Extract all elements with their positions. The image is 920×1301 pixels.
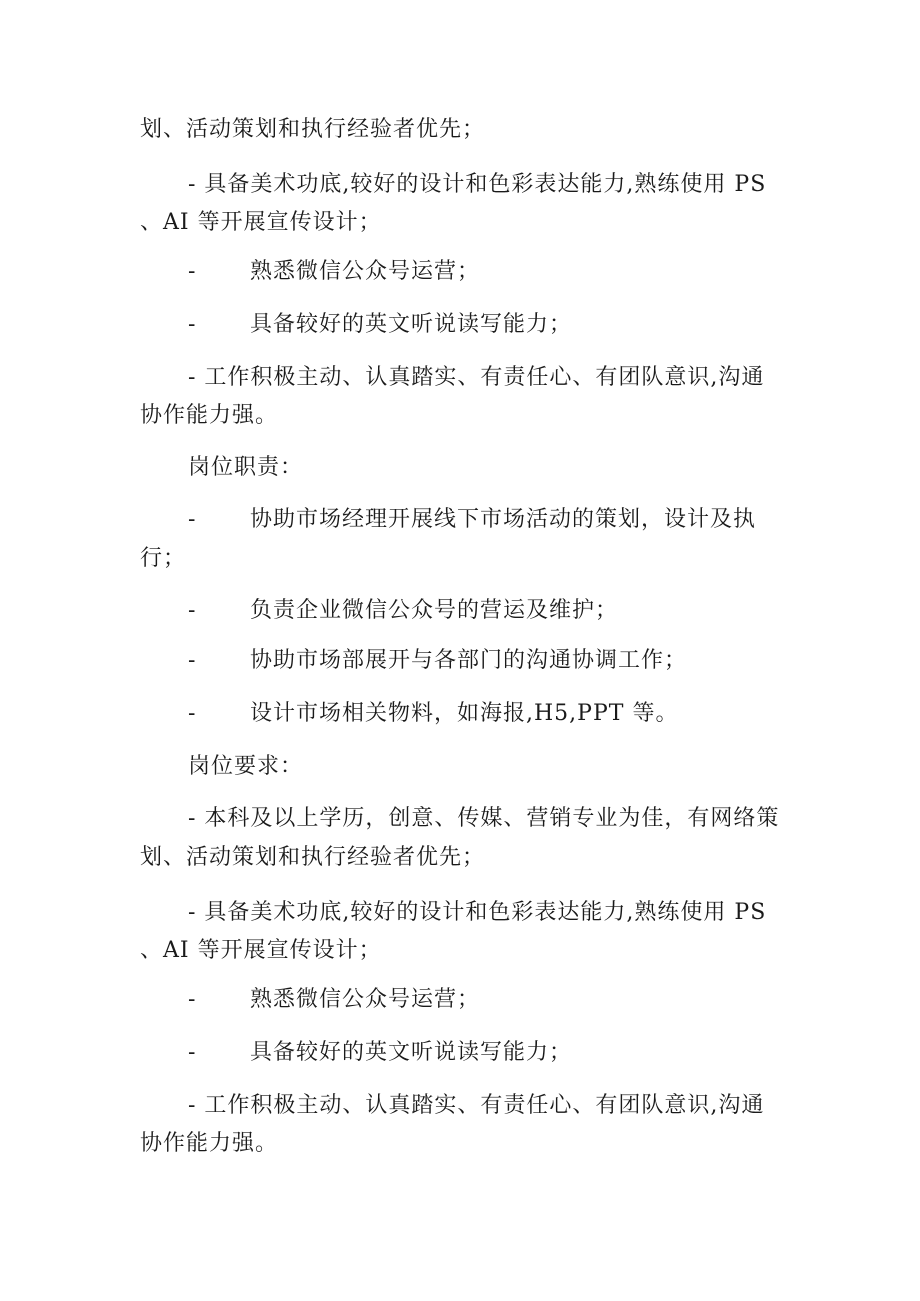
text-line: 划、活动策划和执行经验者优先； [140, 117, 486, 142]
text-line: 行； [140, 546, 187, 571]
bullet-line [188, 259, 480, 285]
bullet-text: 熟悉微信公众号运营； [250, 259, 481, 284]
text-line: - 具备美术功底,较好的设计和色彩表达能力,熟练使用 PS [188, 172, 767, 197]
text-line: 协作能力强。 [140, 1131, 279, 1156]
bullet-text: 协助市场部展开与各部门的沟通协调工作； [250, 648, 688, 673]
bullet-line [188, 701, 678, 727]
bullet-line [188, 312, 572, 338]
bullet-text: 负责企业微信公众号的营运及维护； [250, 598, 619, 623]
bullet-line [188, 598, 618, 624]
bullet-dash: - [188, 259, 197, 284]
bullet-dash: - [188, 507, 197, 532]
bullet-line [188, 1040, 572, 1066]
text-line: - 具备美术功底,较好的设计和色彩表达能力,熟练使用 PS [188, 900, 767, 925]
bullet-line [188, 987, 480, 1013]
section-heading: 岗位要求： [188, 754, 304, 779]
bullet-text: 具备较好的英文听说读写能力； [250, 312, 573, 337]
bullet-text: 具备较好的英文听说读写能力； [250, 1040, 573, 1065]
bullet-text: 协助市场经理开展线下市场活动的策划，设计及执 [250, 507, 757, 532]
bullet-dash: - [188, 1040, 197, 1065]
bullet-dash: - [188, 598, 197, 623]
text-line: 、AI 等开展宣传设计； [140, 210, 382, 235]
bullet-dash: - [188, 987, 197, 1012]
text-line: 划、活动策划和执行经验者优先； [140, 845, 486, 870]
text-line: - 工作积极主动、认真踏实、有责任心、有团队意识,沟通 [188, 365, 765, 390]
bullet-text: 设计市场相关物料，如海报,H5,PPT 等。 [250, 701, 679, 726]
bullet-line [188, 648, 687, 674]
text-line: 、AI 等开展宣传设计； [140, 938, 382, 963]
bullet-text: 熟悉微信公众号运营； [250, 987, 481, 1012]
text-line: 协作能力强。 [140, 403, 279, 428]
bullet-dash: - [188, 701, 197, 726]
bullet-dash: - [188, 312, 197, 337]
bullet-line [188, 507, 756, 533]
text-line: - 工作积极主动、认真踏实、有责任心、有团队意识,沟通 [188, 1093, 765, 1118]
section-heading: 岗位职责： [188, 455, 304, 480]
bullet-dash: - [188, 648, 197, 673]
text-line: - 本科及以上学历，创意、传媒、营销专业为佳，有网络策 [188, 806, 780, 831]
